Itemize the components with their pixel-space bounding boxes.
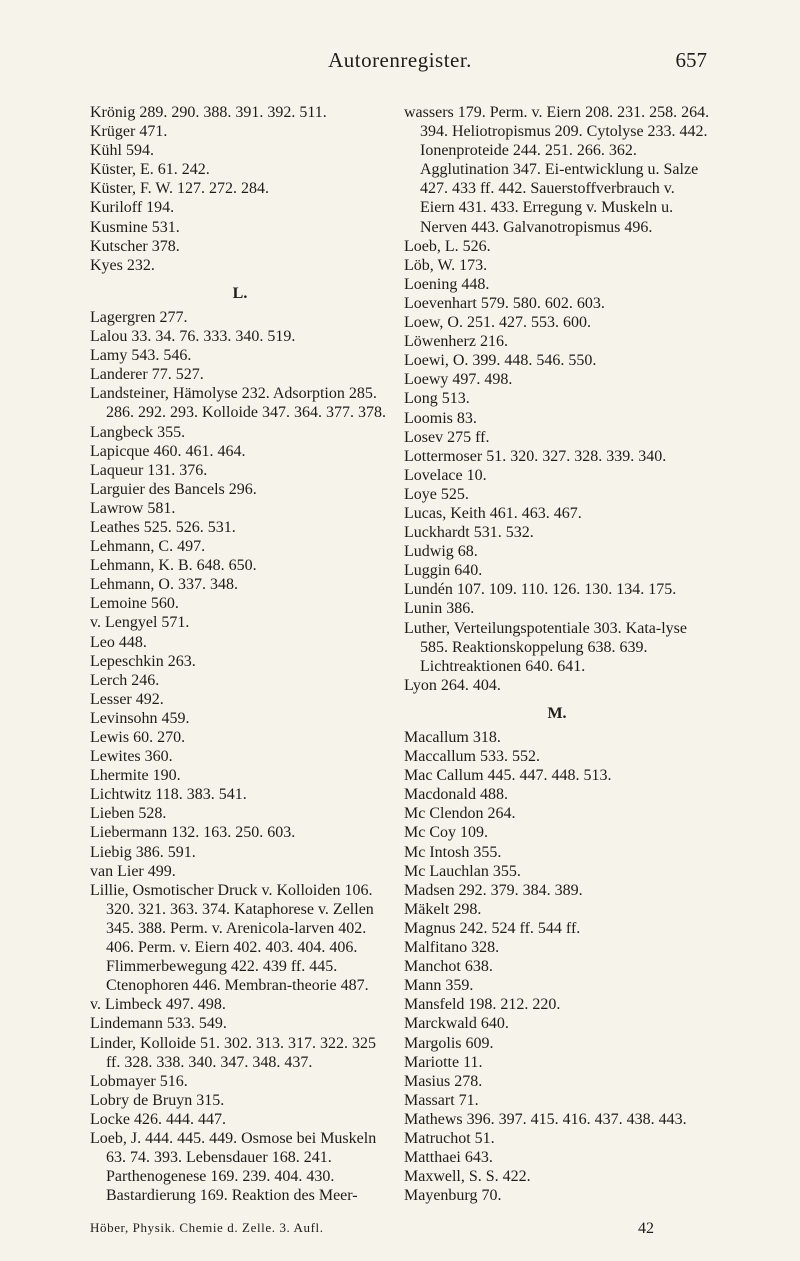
letter-heading-l: L. bbox=[232, 284, 248, 302]
index-entry: Lieben 528. bbox=[90, 805, 167, 823]
index-entry: Mc Intosh 355. bbox=[404, 843, 502, 861]
index-entry: Leathes 525. 526. 531. bbox=[90, 518, 236, 536]
entry-group-loeb-continued bbox=[404, 103, 714, 695]
index-entry: Malfitano 328. bbox=[404, 939, 500, 957]
index-entry: Luckhardt 531. 532. bbox=[404, 524, 534, 542]
index-entry: Linder, Kolloide 51. 302. 313. 317. 322. 325 ff. 328. 338. 340. 347. 348. 437. bbox=[90, 1034, 380, 1071]
index-entry: Lamy 543. 546. bbox=[90, 347, 192, 365]
sheet-signature: 42 bbox=[638, 1220, 654, 1237]
index-entry: Liebermann 132. 163. 250. 603. bbox=[90, 824, 296, 842]
index-entry: Küster, F. W. 127. 272. 284. bbox=[90, 180, 269, 198]
left-column bbox=[90, 103, 390, 1205]
index-entry: Mac Callum 445. 447. 448. 513. bbox=[404, 767, 612, 785]
index-entry: Lucas, Keith 461. 463. 467. bbox=[404, 504, 582, 522]
index-entry: Kühl 594. bbox=[90, 142, 154, 160]
index-entry: Lobmayer 516. bbox=[90, 1072, 188, 1090]
index-entry: Lindemann 533. 549. bbox=[90, 1015, 227, 1033]
index-entry: Loeb, L. 526. bbox=[404, 237, 491, 255]
index-entry: Lawrow 581. bbox=[90, 499, 176, 517]
index-entry: Krönig 289. 290. 388. 391. 392. 511. bbox=[90, 104, 327, 121]
index-entry: Lewis 60. 270. bbox=[90, 729, 186, 746]
index-entry: Löwenherz 216. bbox=[404, 333, 508, 351]
index-entry: Locke 426. 444. 447. bbox=[90, 1110, 226, 1128]
index-entry: Kutscher 378. bbox=[90, 237, 180, 255]
index-entry: Larguier des Bancels 296. bbox=[90, 480, 257, 498]
index-entry: Mc Clendon 264. bbox=[404, 805, 516, 823]
index-entry: Loew, O. 251. 427. 553. 600. bbox=[404, 314, 591, 332]
index-entry: v. Limbeck 497. 498. bbox=[90, 996, 226, 1014]
index-entry: Lewites 360. bbox=[90, 748, 173, 766]
index-entry: Kyes 232. bbox=[90, 256, 155, 274]
index-entry: Lunin 386. bbox=[404, 600, 475, 618]
index-entry: Masius 278. bbox=[404, 1072, 483, 1090]
index-entry: Luggin 640. bbox=[404, 562, 483, 580]
letter-heading-m: M. bbox=[547, 704, 567, 722]
index-entry: Lhermite 190. bbox=[90, 767, 181, 785]
index-entry: Lehmann, O. 337. 348. bbox=[90, 576, 238, 594]
entry-group-k bbox=[90, 103, 390, 275]
index-entry: Mayenburg 70. bbox=[404, 1187, 502, 1205]
index-entry: Mann 359. bbox=[404, 977, 474, 995]
index-entry: Loewy 497. 498. bbox=[404, 371, 513, 389]
index-entry: Massart 71. bbox=[404, 1091, 479, 1109]
index-entry: Macdonald 488. bbox=[404, 786, 508, 804]
index-entry: Lundén 107. 109. 110. 126. 130. 134. 175. bbox=[404, 581, 677, 599]
entry-group-l bbox=[90, 308, 390, 1205]
index-entry: Loeb, J. 444. 445. 449. Osmose bei Muskeln 63. 74. 393. Lebensdauer 168. 241. Parthenogenese 169. 239. 404. 430. Bastardierung 169. Reaktion des Meer- bbox=[90, 1129, 381, 1205]
index-entry: Mathews 396. 397. 415. 416. 437. 438. 443. bbox=[404, 1110, 687, 1128]
index-entry: Mariotte 11. bbox=[404, 1053, 483, 1071]
index-entry: v. Lengyel 571. bbox=[90, 614, 190, 632]
index-entry: Ludwig 68. bbox=[404, 543, 478, 561]
index-entry: Mc Coy 109. bbox=[404, 824, 488, 842]
index-entry: Lesser 492. bbox=[90, 690, 164, 708]
index-entry: Lagergren 277. bbox=[90, 308, 188, 326]
index-entry: Leo 448. bbox=[90, 633, 147, 651]
index-entry: Lerch 246. bbox=[90, 671, 160, 689]
index-entry: Lehmann, K. B. 648. 650. bbox=[90, 557, 257, 575]
index-entry: Mc Lauchlan 355. bbox=[404, 862, 521, 880]
index-entry: Loewi, O. 399. 448. 546. 550. bbox=[404, 352, 597, 370]
page-title: Autorenregister. bbox=[328, 48, 472, 72]
running-footer: Höber, Physik. Chemie d. Zelle. 3. Aufl. bbox=[90, 1220, 324, 1235]
index-entry: Lehmann, C. 497. bbox=[90, 538, 206, 556]
index-entry: van Lier 499. bbox=[90, 862, 176, 880]
index-entry: Losev 275 ff. bbox=[404, 428, 490, 446]
index-entry: Lepeschkin 263. bbox=[90, 652, 196, 670]
index-entry: Landerer 77. 527. bbox=[90, 366, 204, 384]
index-entry: Lillie, Osmotischer Druck v. Kolloiden 106. 320. 321. 363. 374. Kataphorese v. Zellen 345. 388. Perm. v. Arenicola-larven 402. 406. Perm. v. Eiern 402. 403. 404. 406. Flimmerbewegung 422. 439 ff. 445. Ctenophoren 446. Membran-theorie 487. bbox=[90, 881, 378, 995]
index-entry: Kuriloff 194. bbox=[90, 199, 175, 217]
index-entry: Levinsohn 459. bbox=[90, 709, 190, 727]
index-entry: Matruchot 51. bbox=[404, 1129, 495, 1147]
index-entry: Matthaei 643. bbox=[404, 1149, 493, 1167]
right-column bbox=[404, 103, 714, 1205]
index-entry: Loomis 83. bbox=[404, 409, 477, 427]
entry-group-m bbox=[404, 728, 710, 1205]
index-entry: Macallum 318. bbox=[404, 729, 501, 746]
index-entry: Long 513. bbox=[404, 390, 470, 408]
index-entry: Langbeck 355. bbox=[90, 423, 186, 441]
index-entry: Laqueur 131. 376. bbox=[90, 461, 208, 479]
index-entry: Lemoine 560. bbox=[90, 595, 179, 613]
index-entry: wassers 179. Perm. v. Eiern 208. 231. 258. 264. 394. Heliotropismus 209. Cytolyse 233. 442. Ionenproteide 244. 251. 266. 362. Agglutination 347. Ei-entwicklung u. Salze 427. 433 ff. 442. Sauerstoffverbrauch v. Eiern 431. 433. Erregung v. Muskeln u. Nerven 443. Galvanotropismus 496. bbox=[404, 104, 714, 236]
index-entry: Lalou 33. 34. 76. 333. 340. 519. bbox=[90, 328, 296, 346]
index-entry: Mäkelt 298. bbox=[404, 900, 482, 918]
index-entry: Marckwald 640. bbox=[404, 1015, 509, 1033]
index-entry: Magnus 242. 524 ff. 544 ff. bbox=[404, 919, 581, 937]
index-entry: Lobry de Bruyn 315. bbox=[90, 1091, 225, 1109]
index-entry: Küster, E. 61. 242. bbox=[90, 161, 210, 179]
page-number: 657 bbox=[675, 48, 707, 72]
index-entry: Liebig 386. 591. bbox=[90, 843, 196, 861]
index-entry: Kusmine 531. bbox=[90, 218, 180, 236]
index-entry: Loening 448. bbox=[404, 275, 490, 293]
index-entry: Maccallum 533. 552. bbox=[404, 748, 540, 766]
index-entry: Löb, W. 173. bbox=[404, 256, 488, 274]
index-entry: Loevenhart 579. 580. 602. 603. bbox=[404, 294, 605, 312]
index-entry: Manchot 638. bbox=[404, 958, 493, 976]
index-entry: Lottermoser 51. 320. 327. 328. 339. 340. bbox=[404, 447, 667, 465]
index-entry: Margolis 609. bbox=[404, 1034, 494, 1052]
index-entry: Lyon 264. 404. bbox=[404, 676, 501, 694]
index-entry: Madsen 292. 379. 384. 389. bbox=[404, 881, 583, 899]
index-entry: Lichtwitz 118. 383. 541. bbox=[90, 786, 247, 804]
index-entry: Lapicque 460. 461. 464. bbox=[90, 442, 246, 460]
index-entry: Landsteiner, Hämolyse 232. Adsorption 285. 286. 292. 293. Kolloide 347. 364. 377. 378. bbox=[90, 385, 386, 422]
index-entry: Luther, Verteilungspotentiale 303. Kata-lyse 585. Reaktionskoppelung 638. 639. Lichtreaktionen 640. 641. bbox=[404, 619, 691, 675]
index-entry: Krüger 471. bbox=[90, 123, 168, 141]
index-entry: Maxwell, S. S. 422. bbox=[404, 1168, 531, 1186]
index-entry: Mansfeld 198. 212. 220. bbox=[404, 996, 561, 1014]
index-entry: Loye 525. bbox=[404, 485, 469, 503]
index-entry: Lovelace 10. bbox=[404, 466, 487, 484]
